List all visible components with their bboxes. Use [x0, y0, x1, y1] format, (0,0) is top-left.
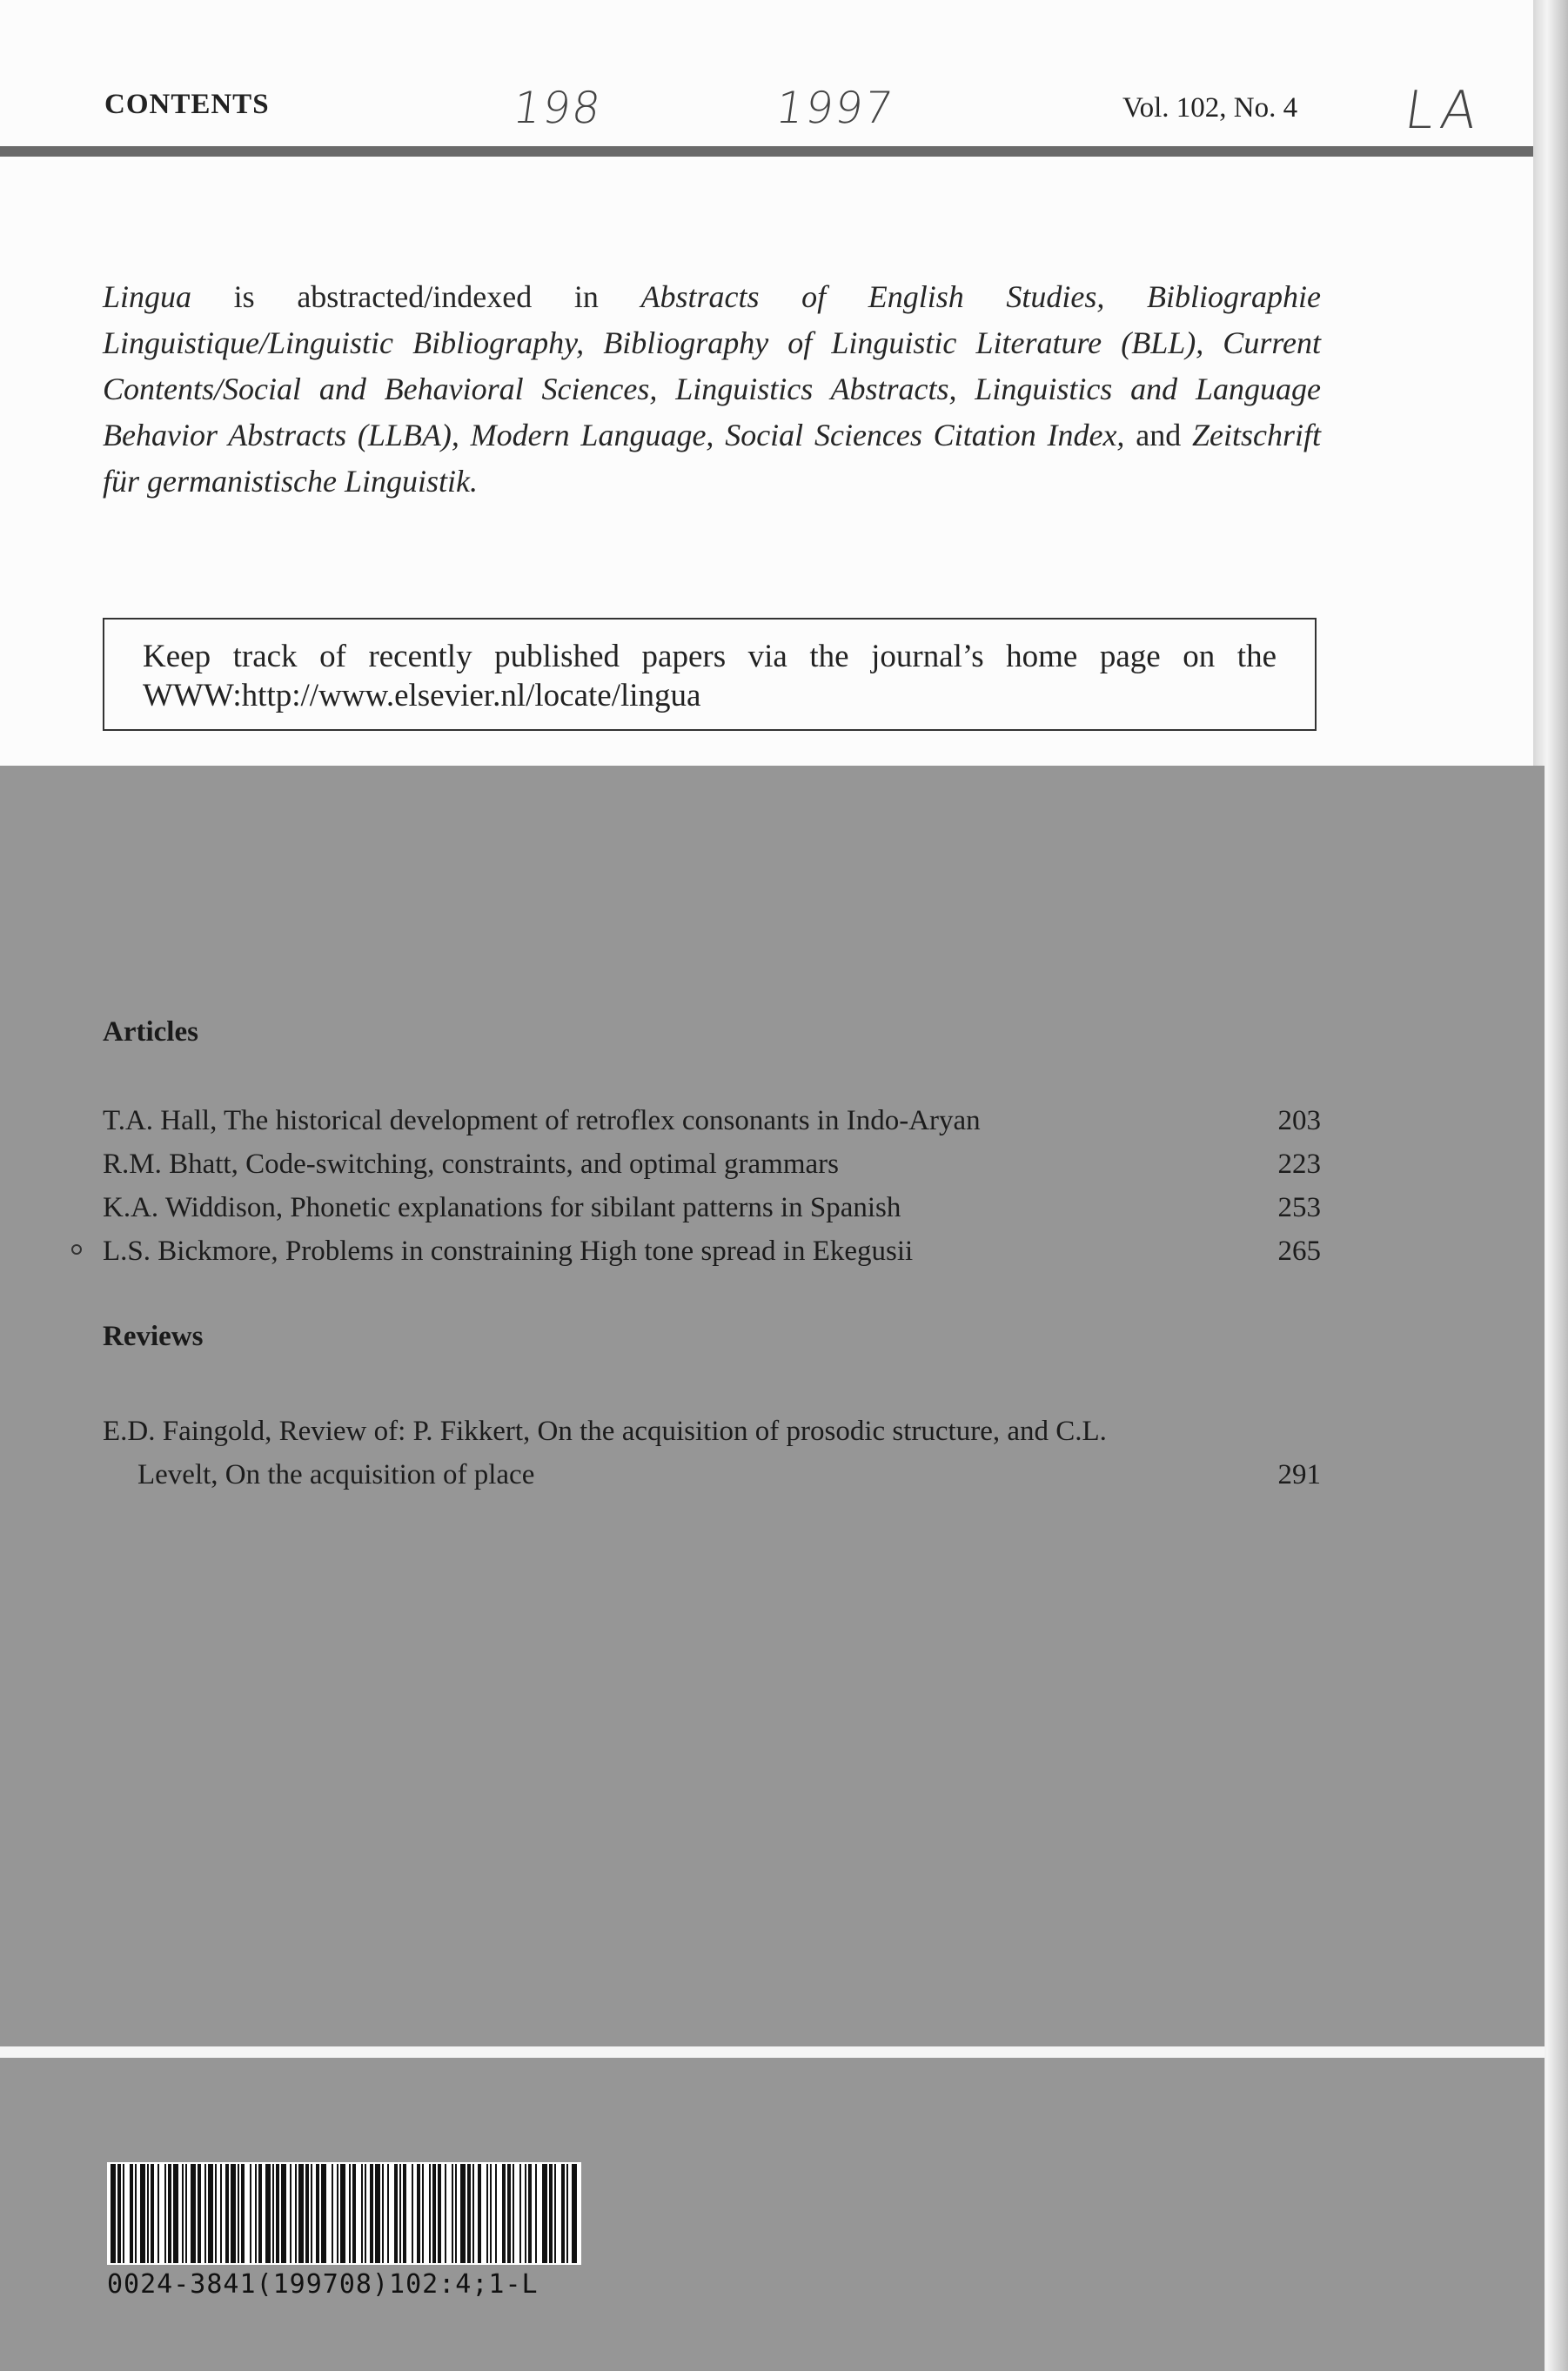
- barcode-bar: [438, 2164, 441, 2263]
- barcode-bar: [272, 2164, 274, 2263]
- barcode-bar: [370, 2164, 373, 2263]
- barcode-bar: [208, 2164, 213, 2263]
- barcode-bar: [182, 2164, 184, 2263]
- barcode-bar: [452, 2164, 453, 2263]
- barcode-bar: [255, 2164, 257, 2263]
- handwritten-note: 198: [509, 83, 606, 133]
- barcode-bar: [117, 2164, 121, 2263]
- barcode-bar: [225, 2164, 229, 2263]
- barcode-bar: [412, 2164, 413, 2263]
- indexing-last-source: Zeitschrift für germanistische Linguistik.: [103, 418, 1321, 499]
- barcode-bar: [486, 2164, 488, 2263]
- barcode-bar: [387, 2164, 389, 2263]
- barcode-bar: [525, 2164, 526, 2263]
- barcode-bars: [107, 2162, 581, 2265]
- barcode-bar: [365, 2164, 366, 2263]
- barcode-bar: [215, 2164, 217, 2263]
- barcode-bar: [316, 2164, 319, 2263]
- barcode-bar: [290, 2164, 291, 2263]
- barcode-bar: [535, 2164, 537, 2263]
- contents-title: CONTENTS: [104, 89, 270, 120]
- indexing-statement: [103, 274, 1321, 505]
- barcode-bar: [140, 2164, 145, 2263]
- barcode-bar: [281, 2164, 286, 2263]
- handwritten-note: LA: [1401, 80, 1486, 141]
- barcode-bar: [191, 2164, 196, 2263]
- barcode-bar: [528, 2164, 532, 2263]
- barcode-bar: [231, 2164, 236, 2263]
- toc-entry: R.M. Bhatt, Code-switching, constraints, and optimal grammars: [103, 1149, 839, 1180]
- stray-mark: [71, 1244, 82, 1255]
- toc-row: [103, 1192, 1321, 1234]
- toc-entry: L.S. Bickmore, Problems in constraining High tone spread in Ekegusii: [103, 1236, 914, 1267]
- toc-entry: K.A. Widdison, Phonetic explanations for sibilant patterns in Spanish: [103, 1192, 901, 1223]
- review-entry-line: E.D. Faingold, Review of: P. Fikkert, On the acquisition of prosodic structure, and C.L.: [103, 1416, 1107, 1447]
- barcode-bar: [566, 2164, 568, 2263]
- barcode-bar: [382, 2164, 384, 2263]
- toc-page-number: 291: [1277, 1459, 1321, 1490]
- panel-rule: [0, 2046, 1545, 2058]
- barcode-number: 0024-3841(199708)102:4;1-L: [107, 2269, 539, 2300]
- barcode-bar: [111, 2164, 116, 2263]
- review-entry: [103, 1410, 1321, 1497]
- toc-page-number: 203: [1277, 1105, 1321, 1136]
- barcode-bar: [321, 2164, 326, 2263]
- barcode-bar: [151, 2164, 154, 2263]
- toc-row: [103, 1105, 1321, 1147]
- barcode-bar: [185, 2164, 187, 2263]
- barcode-bar: [352, 2164, 356, 2263]
- articles-heading: Articles: [103, 1016, 198, 1048]
- barcode-bar: [394, 2164, 398, 2263]
- barcode-bar: [490, 2164, 492, 2263]
- barcode-bar: [241, 2164, 245, 2263]
- barcode-bar: [298, 2164, 304, 2263]
- toc-row: [103, 1236, 1321, 1277]
- barcode-bar: [305, 2164, 309, 2263]
- barcode-bar: [502, 2164, 506, 2263]
- review-entry-line: Levelt, On the acquisition of place: [137, 1459, 535, 1490]
- barcode-bar: [460, 2164, 466, 2263]
- handwritten-note: 1997: [772, 83, 898, 133]
- website-notice-text: Keep track of recently published papers via the journal’s home page on the WWW:http://www.elsevier.nl/locate/lingua: [143, 639, 1277, 713]
- barcode-bar: [399, 2164, 401, 2263]
- barcode-bar: [361, 2164, 363, 2263]
- barcode-bar: [337, 2164, 338, 2263]
- barcode-bar: [549, 2164, 553, 2263]
- barcode-bar: [542, 2164, 547, 2263]
- volume-number: Vol. 102, No. 4: [1122, 92, 1298, 124]
- barcode-bar: [250, 2164, 251, 2263]
- indexing-lead: is abstracted/indexed in: [191, 279, 641, 314]
- barcode-bar: [478, 2164, 481, 2263]
- barcode-bar: [130, 2164, 133, 2263]
- barcode-bar: [507, 2164, 511, 2263]
- barcode-bar: [164, 2164, 166, 2263]
- barcode-bar: [375, 2164, 380, 2263]
- barcode-bar: [157, 2164, 159, 2263]
- barcode-bar: [495, 2164, 497, 2263]
- barcode-bar: [258, 2164, 262, 2263]
- barcode-bar: [554, 2164, 556, 2263]
- barcode-bar: [429, 2164, 431, 2263]
- toc-page-number: 253: [1277, 1192, 1321, 1223]
- barcode: [107, 2162, 581, 2265]
- barcode-bar: [276, 2164, 279, 2263]
- barcode-bar: [403, 2164, 406, 2263]
- contents-panel: [0, 766, 1545, 2371]
- barcode-bar: [265, 2164, 271, 2263]
- barcode-bar: [432, 2164, 436, 2263]
- toc-page-number: 265: [1277, 1236, 1321, 1267]
- barcode-bar: [572, 2164, 577, 2263]
- header: [0, 0, 1568, 161]
- barcode-bar: [173, 2164, 178, 2263]
- toc-page-number: 223: [1277, 1149, 1321, 1180]
- barcode-bar: [417, 2164, 420, 2263]
- reviews-heading: Reviews: [103, 1321, 204, 1352]
- barcode-bar: [311, 2164, 312, 2263]
- barcode-bar: [561, 2164, 565, 2263]
- journal-name: Lingua: [103, 279, 192, 314]
- barcode-bar: [472, 2164, 474, 2263]
- website-notice-box: [103, 618, 1317, 731]
- barcode-bar: [422, 2164, 424, 2263]
- toc-row: [103, 1149, 1321, 1190]
- barcode-bar: [295, 2164, 297, 2263]
- barcode-bar: [455, 2164, 457, 2263]
- barcode-bar: [238, 2164, 239, 2263]
- barcode-bar: [332, 2164, 333, 2263]
- barcode-bar: [135, 2164, 137, 2263]
- barcode-bar: [349, 2164, 351, 2263]
- barcode-bar: [220, 2164, 222, 2263]
- barcode-bar: [519, 2164, 521, 2263]
- barcode-bar: [204, 2164, 206, 2263]
- barcode-bar: [198, 2164, 201, 2263]
- barcode-bar: [467, 2164, 471, 2263]
- header-rule: [0, 146, 1533, 157]
- barcode-bar: [513, 2164, 514, 2263]
- barcode-bar: [340, 2164, 345, 2263]
- barcode-bar: [168, 2164, 171, 2263]
- barcode-bar: [147, 2164, 149, 2263]
- indexing-sources: Abstracts of English Studies, Bibliographie Linguistique/Linguistic Bibliography, Bibliography of Linguistic Literature (BLL), Current Contents/Social and Behavioral Sciences, Linguistics Abstracts, Linguistics and Language Behavior Abstracts (LLBA), Modern Language, Social Sciences Citation Index,: [103, 279, 1321, 452]
- toc-entry: T.A. Hall, The historical development of retroflex consonants in Indo-Aryan: [103, 1105, 981, 1136]
- barcode-bar: [445, 2164, 446, 2263]
- indexing-and: and: [1124, 418, 1192, 452]
- barcode-bar: [123, 2164, 124, 2263]
